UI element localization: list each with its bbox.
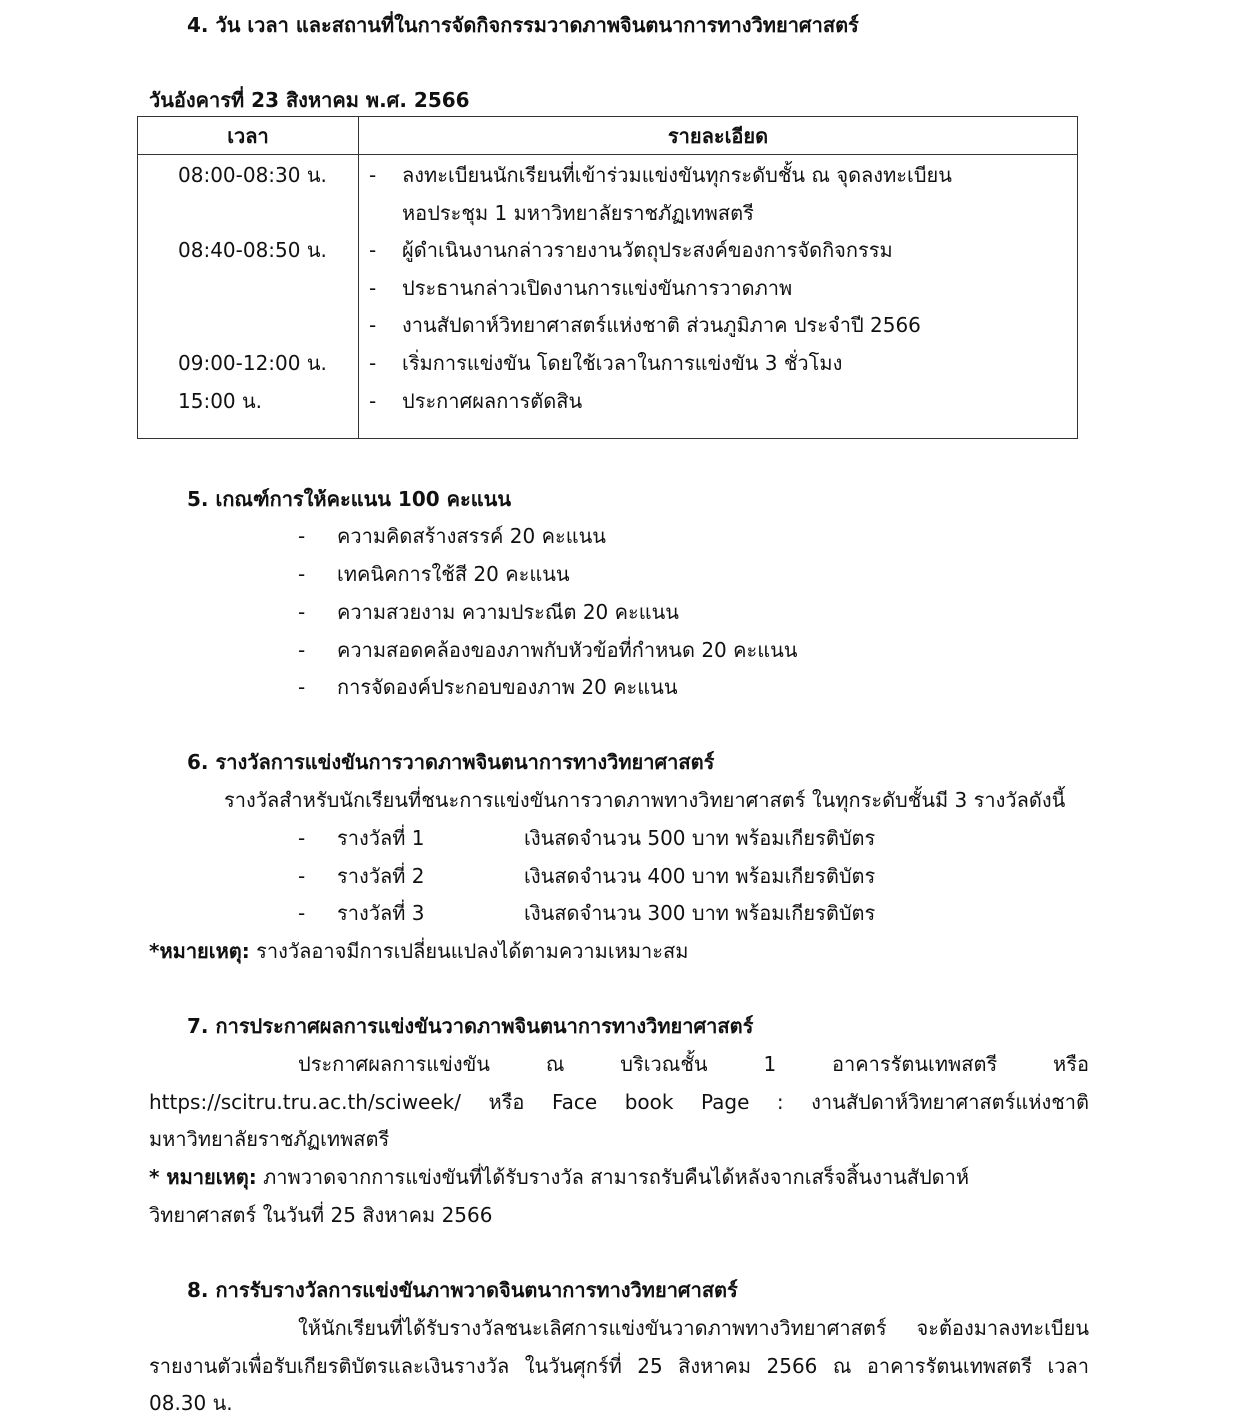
section-6-heading: 6. รางวัลการแข่งขันการวาดภาพจินตนาการทางวิทยาศาสตร์	[187, 750, 715, 774]
prize-name: รางวัลที่ 1	[337, 826, 425, 850]
return-note	[149, 1164, 969, 1190]
header-detail: รายละเอียด	[359, 117, 1078, 155]
detail-text: เริ่มการแข่งขัน โดยใช้เวลาในการแข่งขัน 3 ชั่วโมง	[402, 350, 843, 375]
time-line	[138, 307, 358, 345]
note-label: *หมายเหตุ:	[149, 939, 250, 963]
section-7-heading: 7. การประกาศผลการแข่งขันวาดภาพจินตนาการทางวิทยาศาสตร์	[187, 1014, 754, 1038]
prize-detail: เงินสดจำนวน 400 บาท พร้อมเกียรติบัตร	[524, 864, 876, 888]
return-note-line-2: วิทยาศาสตร์ ในวันที่ 25 สิงหาคม 2566	[149, 1203, 493, 1227]
detail-text: ประกาศผลการตัดสิน	[402, 388, 583, 413]
detail-text: ลงทะเบียนนักเรียนที่เข้าร่วมแข่งขันทุกระดับชั้น ณ จุดลงทะเบียน	[402, 163, 952, 187]
table-row	[138, 155, 1078, 439]
criteria-item: ความคิดสร้างสรรค์ 20 คะแนน	[337, 524, 606, 548]
time-line	[138, 270, 358, 308]
list-dash: -	[298, 901, 306, 925]
time-line: 08:40-08:50 น.	[178, 238, 327, 263]
time-line: 08:00-08:30 น.	[178, 163, 327, 187]
prize-name: รางวัลที่ 2	[337, 864, 425, 888]
detail-line	[359, 345, 1077, 383]
award-line-1: ให้นักเรียนที่ได้รับรางวัลชนะเลิศการแข่งขันวาดภาพทางวิทยาศาสตร์ จะต้องมาลงทะเบียน	[298, 1316, 1089, 1340]
bullet-dash: -	[369, 238, 377, 263]
bullet-dash: -	[369, 275, 377, 300]
time-line: 15:00 น.	[178, 388, 263, 413]
announce-line-2: https://scitru.tru.ac.th/sciweek/ หรือ Face book Page : งานสัปดาห์วิทยาศาสตร์แห่งชาติ	[149, 1090, 1089, 1114]
time-cell	[138, 155, 359, 439]
detail-line	[359, 383, 1077, 421]
announce-line-1: ประกาศผลการแข่งขัน ณ บริเวณชั้น 1 อาคารรัตนเทพสตรี หรือ	[298, 1052, 1089, 1076]
award-line-3: 08.30 น.	[149, 1391, 233, 1415]
prize-name: รางวัลที่ 3	[337, 901, 425, 925]
event-date: วันอังคารที่ 23 สิงหาคม พ.ศ. 2566	[149, 88, 470, 112]
detail-line	[359, 157, 1077, 195]
note-label: * หมายเหตุ:	[149, 1165, 257, 1189]
criteria-item: ความสอดคล้องของภาพกับหัวข้อที่กำหนด 20 คะแนน	[337, 638, 798, 662]
detail-line	[359, 270, 1077, 308]
bullet-dash: -	[369, 163, 377, 187]
detail-text: งานสัปดาห์วิทยาศาสตร์แห่งชาติ ส่วนภูมิภาค ประจำปี 2566	[402, 313, 921, 338]
list-dash: -	[298, 864, 306, 888]
table-header-row	[138, 117, 1078, 155]
detail-text: ผู้ดำเนินงานกล่าวรายงานวัตถุประสงค์ของการจัดกิจกรรม	[402, 238, 893, 263]
award-line-2: รายงานตัวเพื่อรับเกียรติบัตรและเงินรางวัล ในวันศุกร์ที่ 25 สิงหาคม 2566 ณ อาคารรัตนเทพสตรี เวลา	[149, 1354, 1089, 1378]
header-time: เวลา	[138, 117, 359, 155]
schedule-table	[137, 116, 1078, 439]
detail-cell	[359, 155, 1078, 439]
detail-text: ประธานกล่าวเปิดงานการแข่งขันการวาดภาพ	[402, 275, 793, 300]
prize-note	[149, 938, 688, 964]
prize-detail: เงินสดจำนวน 500 บาท พร้อมเกียรติบัตร	[524, 826, 876, 850]
note-text: รางวัลอาจมีการเปลี่ยนแปลงได้ตามความเหมาะสม	[249, 939, 689, 963]
note-text: ภาพวาดจากการแข่งขันที่ได้รับรางวัล สามารถรับคืนได้หลังจากเสร็จสิ้นงานสัปดาห์	[256, 1165, 970, 1189]
bullet-dash: -	[369, 388, 377, 413]
criteria-item: เทคนิคการใช้สี 20 คะแนน	[337, 562, 570, 586]
list-dash: -	[298, 826, 306, 850]
detail-line	[359, 195, 1077, 233]
criteria-item: การจัดองค์ประกอบของภาพ 20 คะแนน	[337, 675, 678, 699]
announce-line-3: มหาวิทยาลัยราชภัฏเทพสตรี	[149, 1127, 390, 1151]
list-dash: -	[298, 562, 306, 586]
list-dash: -	[298, 638, 306, 662]
bullet-dash: -	[369, 313, 377, 338]
list-dash: -	[298, 600, 306, 624]
time-line: 09:00-12:00 น.	[178, 350, 327, 375]
list-dash: -	[298, 675, 306, 699]
section-8-heading: 8. การรับรางวัลการแข่งขันภาพวาดจินตนาการทางวิทยาศาสตร์	[187, 1278, 738, 1302]
criteria-item: ความสวยงาม ความประณีต 20 คะแนน	[337, 600, 679, 624]
section-4-heading: 4. วัน เวลา และสถานที่ในการจัดกิจกรรมวาดภาพจินตนาการทางวิทยาศาสตร์	[187, 13, 859, 37]
prize-intro: รางวัลสำหรับนักเรียนที่ชนะการแข่งขันการวาดภาพทางวิทยาศาสตร์ ในทุกระดับชั้นมี 3 รางวัลดังนี้	[224, 788, 1066, 812]
detail-line	[359, 307, 1077, 345]
time-line	[138, 195, 358, 233]
detail-text: หอประชุม 1 มหาวิทยาลัยราชภัฏเทพสตรี	[402, 200, 754, 225]
bullet-dash: -	[369, 350, 377, 375]
detail-line	[359, 232, 1077, 270]
prize-detail: เงินสดจำนวน 300 บาท พร้อมเกียรติบัตร	[524, 901, 876, 925]
list-dash: -	[298, 524, 306, 548]
section-5-heading: 5. เกณฑ์การให้คะแนน 100 คะแนน	[187, 487, 511, 511]
